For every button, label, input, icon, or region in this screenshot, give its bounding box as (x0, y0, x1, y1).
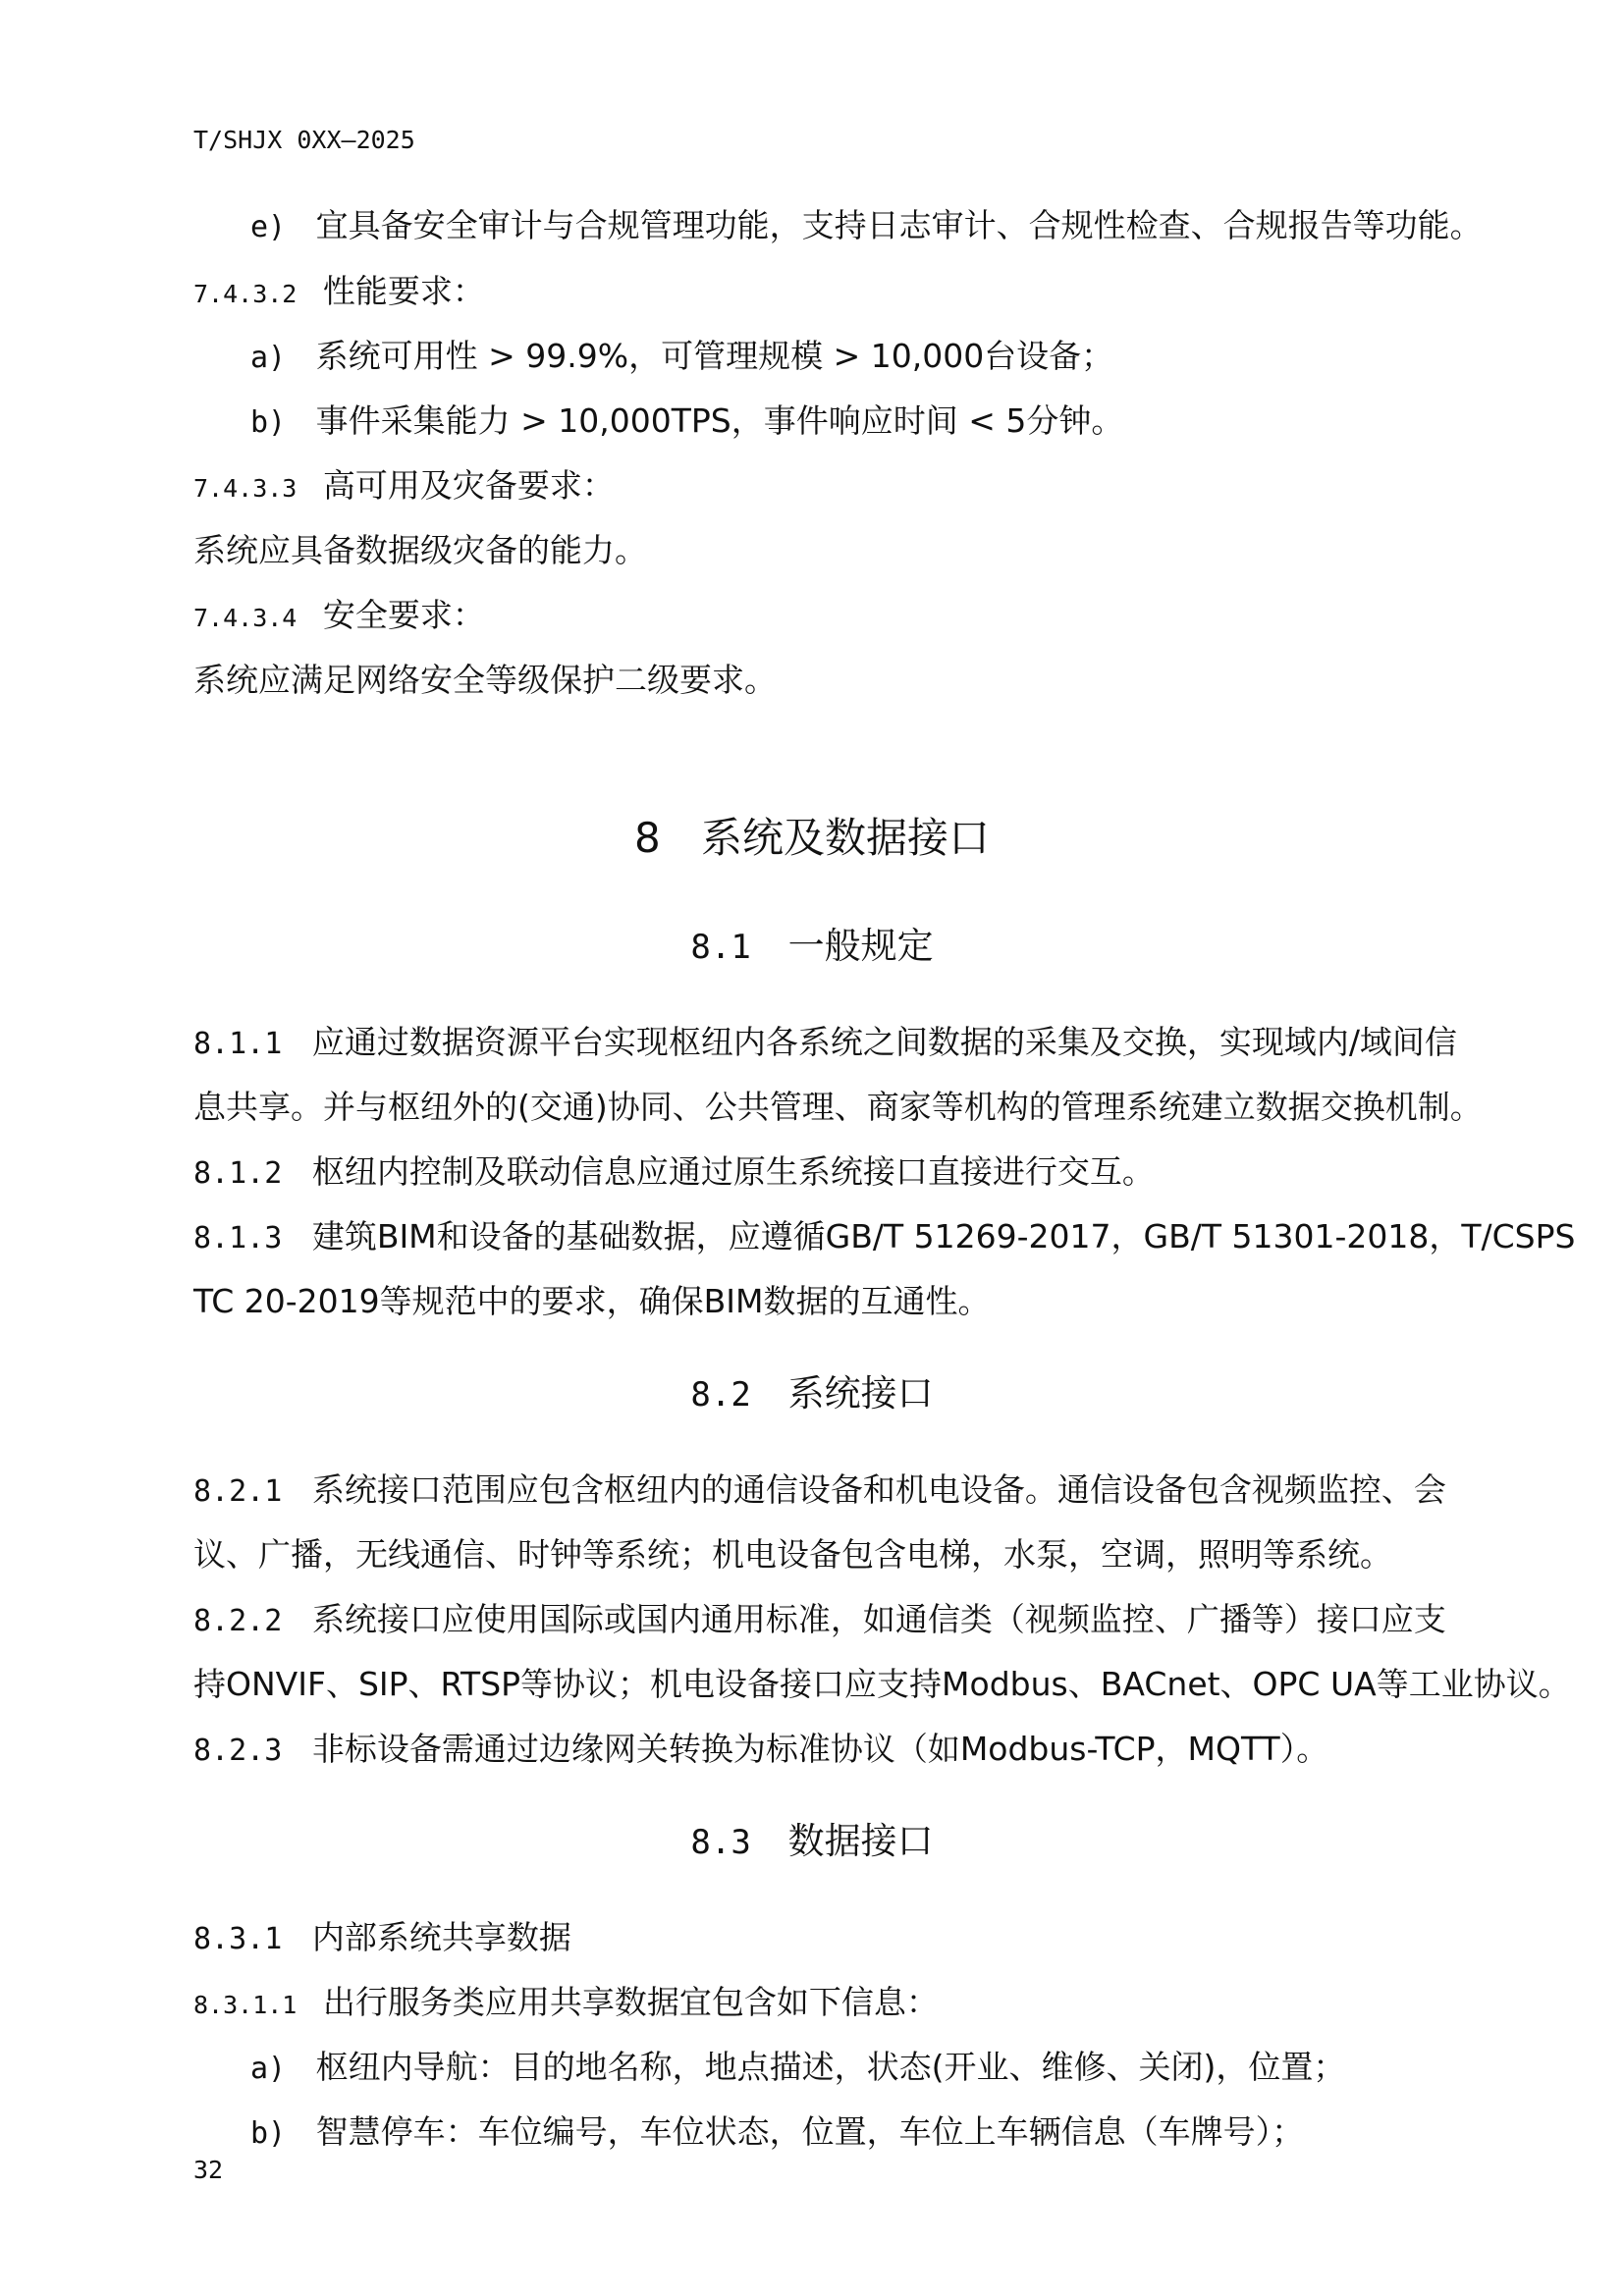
list-text: 宜具备安全审计与合规管理功能，支持日志审计、合规性检查、合规报告等功能。 (315, 206, 1483, 244)
list-item-b (250, 400, 1123, 445)
clause-number: 8.2.1 (193, 1474, 283, 1509)
list-text: 事件采集能力 > 10,000TPS，事件响应时间 < 5分钟。 (315, 401, 1124, 440)
clause-8-3-1 (193, 1916, 571, 1961)
clause-8-2-3 (193, 1728, 1328, 1773)
clause-number: 8.2.2 (193, 1604, 283, 1638)
list-item-e (250, 204, 1483, 249)
list-label: b) (250, 405, 287, 440)
clause-title: 安全要求： (322, 596, 485, 634)
clause-8-1-3-cont: TC 20-2019等规范中的要求，确保BIM数据的互通性。 (193, 1282, 991, 1320)
section-number: 8.3 (690, 1823, 751, 1862)
clause-8-1-2 (193, 1150, 1155, 1196)
list-item-a (250, 2046, 1345, 2091)
clause-number: 7.4.3.2 (193, 280, 298, 308)
clause-number: 8.1.2 (193, 1156, 283, 1191)
section-title: 系统接口 (787, 1372, 934, 1415)
clause-number: 7.4.3.4 (193, 604, 298, 632)
clause-8-1-3 (193, 1215, 1575, 1260)
list-label: b) (250, 2116, 287, 2151)
section-heading-8-2 (0, 1370, 1624, 1418)
section-number: 8.1 (690, 928, 751, 967)
clause-8-2-1 (193, 1468, 1446, 1514)
section-heading-8-1 (0, 923, 1624, 971)
clause-number: 8.1.3 (193, 1221, 283, 1255)
list-text: 枢纽内导航：目的地名称，地点描述，状态(开业、维修、关闭)，位置； (315, 2048, 1346, 2086)
clause-text: 出行服务类应用共享数据宜包含如下信息： (322, 1983, 939, 2021)
clause-number: 8.2.3 (193, 1734, 283, 1768)
clause-title: 高可用及灾备要求： (322, 466, 615, 505)
clause-number: 7.4.3.3 (193, 474, 298, 503)
chapter-title: 系统及数据接口 (701, 814, 991, 862)
section-heading-8-3 (0, 1818, 1624, 1866)
list-text: 智慧停车：车位编号，车位状态，位置，车位上车辆信息（车牌号）； (315, 2112, 1305, 2151)
paragraph: 系统应满足网络安全等级保护二级要求。 (193, 661, 777, 699)
list-label: a) (250, 2052, 287, 2086)
clause-number: 8.3.1.1 (193, 1991, 298, 2019)
clause-8-1-1-cont: 息共享。并与枢纽外的(交通)协同、公共管理、商家等机构的管理系统建立数据交换机制。 (193, 1088, 1483, 1126)
section-title: 数据接口 (787, 1820, 934, 1862)
clause-7-4-3-4 (193, 594, 485, 640)
paragraph: 系统应具备数据级灾备的能力。 (193, 531, 647, 569)
clause-text: 应通过数据资源平台实现枢纽内各系统之间数据的采集及交换，实现域内/域间信 (311, 1023, 1457, 1061)
list-label: e) (250, 210, 287, 244)
clause-8-2-2-cont: 持ONVIF、SIP、RTSP等协议；机电设备接口应支持Modbus、BACnet、OPC UA等工业协议。 (193, 1665, 1571, 1703)
list-item-b (250, 2110, 1304, 2156)
clause-text: 建筑BIM和设备的基础数据，应遵循GB/T 51269-2017，GB/T 51301-2018，T/CSPS (311, 1217, 1576, 1255)
clause-8-2-2 (193, 1598, 1446, 1643)
clause-number: 8.3.1 (193, 1922, 283, 1956)
clause-text: 内部系统共享数据 (311, 1918, 571, 1956)
clause-7-4-3-2 (193, 270, 485, 316)
clause-7-4-3-3 (193, 464, 615, 510)
section-title: 一般规定 (787, 925, 934, 967)
list-label: a) (250, 341, 287, 375)
clause-8-3-1-1 (193, 1981, 939, 2027)
clause-8-1-1 (193, 1021, 1457, 1066)
clause-text: 系统接口范围应包含枢纽内的通信设备和机电设备。通信设备包含视频监控、会 (311, 1470, 1446, 1509)
chapter-number: 8 (633, 814, 661, 862)
list-text: 系统可用性 > 99.9%，可管理规模 > 10,000台设备； (315, 337, 1114, 375)
page-number: 32 (193, 2156, 224, 2184)
list-item-a (250, 335, 1113, 380)
clause-text: 枢纽内控制及联动信息应通过原生系统接口直接进行交互。 (311, 1152, 1155, 1191)
document-id-header: T/SHJX 0XX—2025 (193, 126, 415, 154)
clause-title: 性能要求： (322, 272, 485, 310)
section-number: 8.2 (690, 1375, 751, 1415)
chapter-heading (0, 813, 1624, 864)
clause-8-2-1-cont: 议、广播，无线通信、时钟等系统；机电设备包含电梯，水泵，空调，照明等系统。 (193, 1535, 1392, 1574)
clause-text: 系统接口应使用国际或国内通用标准，如通信类（视频监控、广播等）接口应支 (311, 1600, 1446, 1638)
clause-number: 8.1.1 (193, 1027, 283, 1061)
clause-text: 非标设备需通过边缘网关转换为标准协议（如Modbus-TCP，MQTT）。 (311, 1730, 1329, 1768)
